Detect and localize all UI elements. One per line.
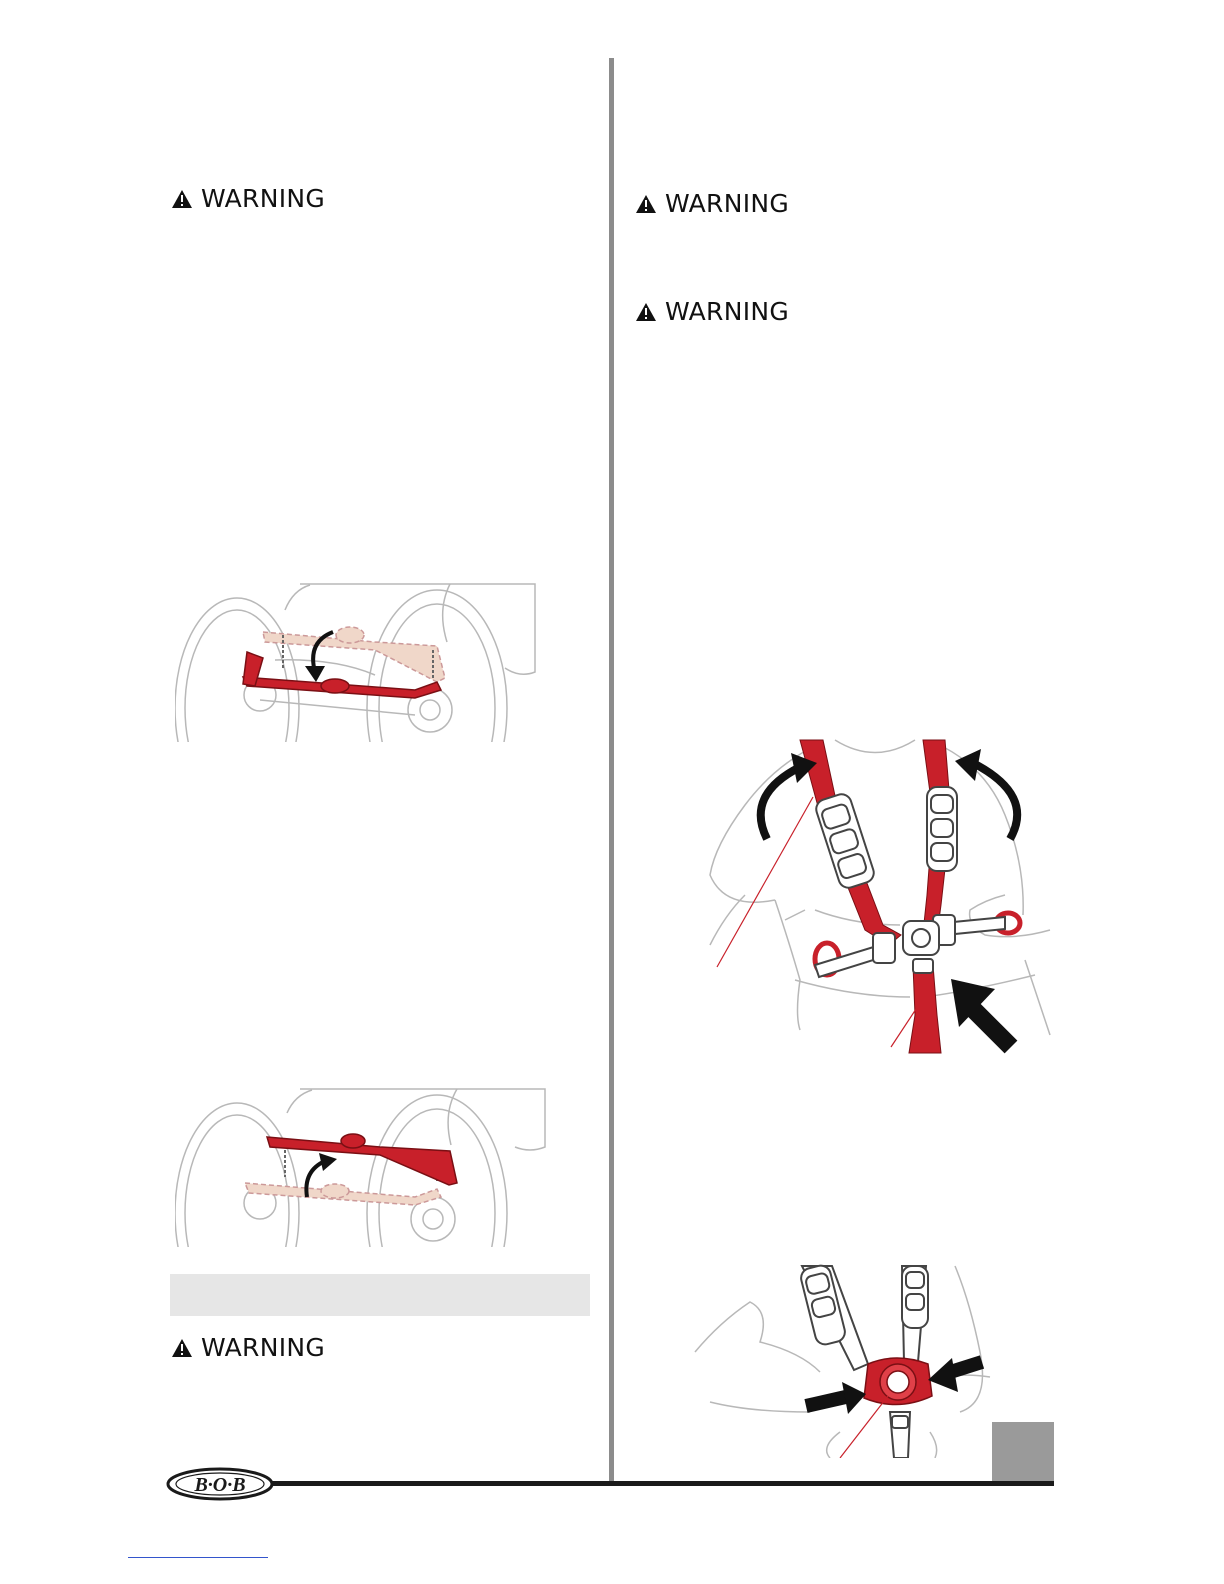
brake-engage-figure	[175, 580, 540, 742]
warning-triangle-icon	[635, 194, 657, 214]
section-bar	[170, 1274, 590, 1316]
warning-heading-left-bottom	[171, 1333, 325, 1362]
brake-release-figure	[175, 1085, 547, 1247]
warning-label: WARNING	[201, 1333, 326, 1362]
page-number-tab	[992, 1422, 1054, 1482]
footer-rule	[250, 1481, 1054, 1486]
harness-figure	[705, 735, 1057, 1057]
buckle-release-figure	[690, 1262, 992, 1458]
warning-label: WARNING	[665, 189, 790, 218]
column-divider	[609, 58, 614, 1486]
warning-triangle-icon	[171, 1338, 193, 1358]
link-underline[interactable]	[128, 1557, 268, 1558]
warning-heading-left-top	[171, 184, 325, 213]
svg-text:B·O·B: B·O·B	[194, 1474, 246, 1496]
warning-triangle-icon	[171, 189, 193, 209]
warning-label: WARNING	[201, 184, 326, 213]
warning-heading-right-second	[635, 297, 789, 326]
warning-triangle-icon	[635, 302, 657, 322]
warning-heading-right-first	[635, 189, 789, 218]
warning-label: WARNING	[665, 297, 790, 326]
bob-logo	[165, 1466, 275, 1502]
curved-arrow-up-icon	[761, 767, 800, 839]
